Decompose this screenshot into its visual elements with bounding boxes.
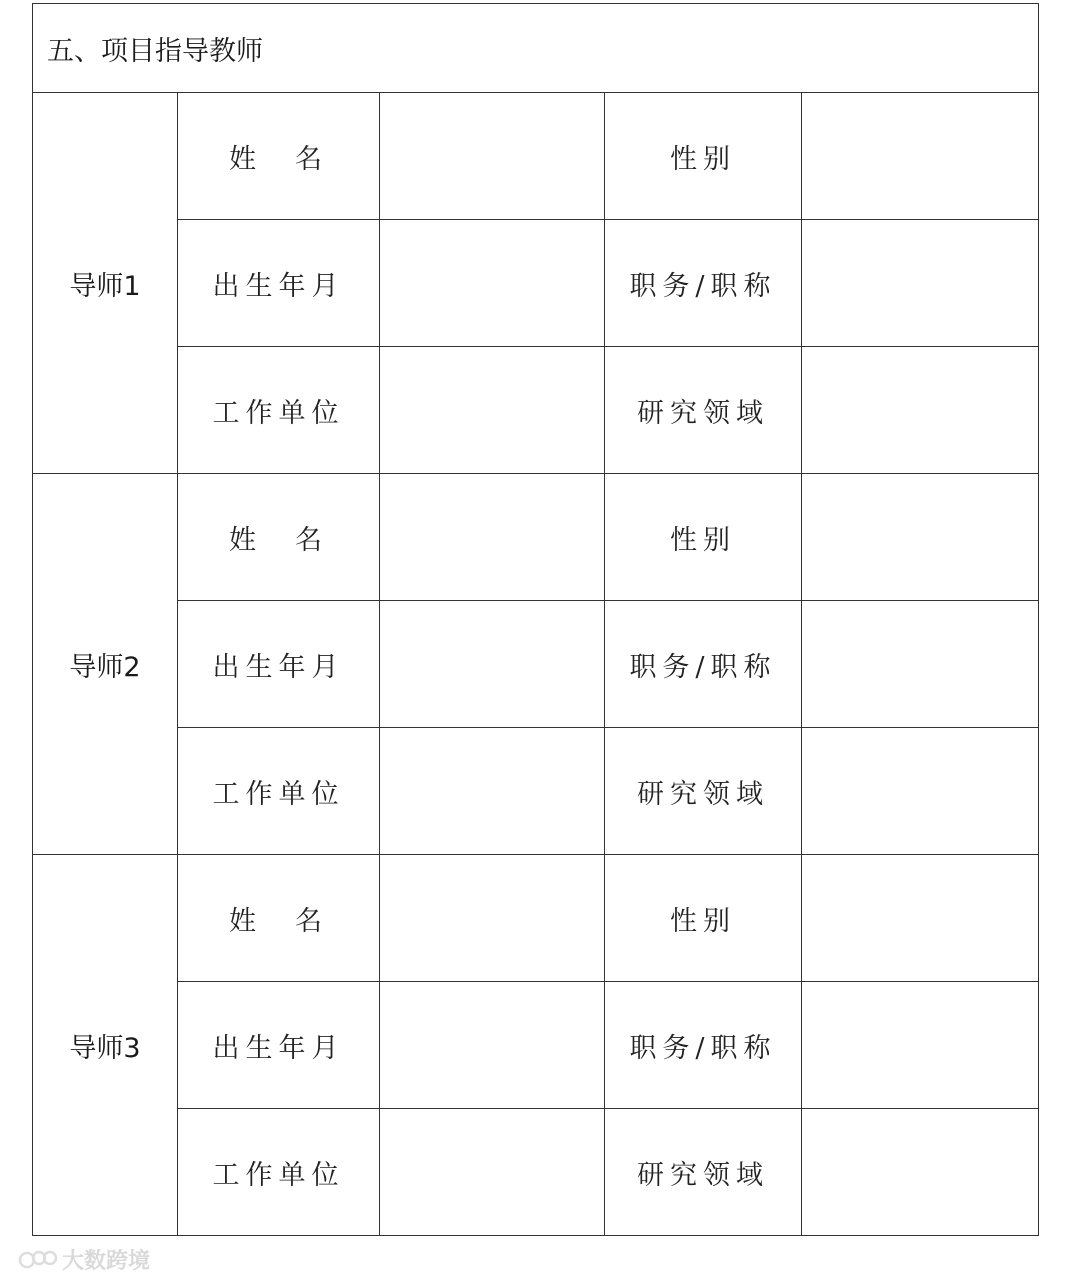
advisor-2-name-label: 姓 名 [178,474,380,601]
advisor-3-gender-label: 性别 [605,855,802,982]
advisor-3-position-label: 职务/职称 [605,982,802,1109]
advisor-2-gender-field[interactable] [802,474,1039,601]
advisor-2-birth-field[interactable] [380,601,605,728]
advisor-2-row-workplace [33,728,1039,855]
advisor-2-position-field[interactable] [802,601,1039,728]
section-title: 五、项目指导教师 [33,4,1039,93]
advisor-1-research-field-label: 研究领域 [605,347,802,474]
advisor-3-row-workplace [33,1109,1039,1236]
advisor-3-gender-field[interactable] [802,855,1039,982]
watermark [18,1244,150,1275]
advisor-1-workplace-label: 工作单位 [178,347,380,474]
advisor-3-label: 导师3 [33,855,178,1236]
advisor-2-workplace-field[interactable] [380,728,605,855]
advisor-2-label: 导师2 [33,474,178,855]
advisor-2-workplace-label: 工作单位 [178,728,380,855]
advisor-3-name-label: 姓 名 [178,855,380,982]
advisor-2-name-field[interactable] [380,474,605,601]
advisor-1-row-name [33,93,1039,220]
advisor-1-row-workplace [33,347,1039,474]
advisor-1-birth-field[interactable] [380,220,605,347]
wechat-account-logo-icon [18,1247,58,1273]
advisor-2-birth-label: 出生年月 [178,601,380,728]
advisor-2-position-label: 职务/职称 [605,601,802,728]
advisor-1-name-label: 姓 名 [178,93,380,220]
section-header-row [33,4,1039,93]
advisor-1-name-field[interactable] [380,93,605,220]
advisor-1-gender-field[interactable] [802,93,1039,220]
advisor-1-row-birth [33,220,1039,347]
watermark-text: 大数跨境 [62,1249,151,1274]
advisor-1-position-field[interactable] [802,220,1039,347]
advisor-1-gender-label: 性别 [605,93,802,220]
advisor-2-gender-label: 性别 [605,474,802,601]
advisor-3-name-field[interactable] [380,855,605,982]
advisor-1-label: 导师1 [33,93,178,474]
advisor-3-row-birth [33,982,1039,1109]
advisor-3-workplace-field[interactable] [380,1109,605,1236]
advisor-1-position-label: 职务/职称 [605,220,802,347]
advisor-3-research-field-label: 研究领域 [605,1109,802,1236]
advisor-3-row-name [33,855,1039,982]
advisor-2-row-name [33,474,1039,601]
advisor-3-birth-label: 出生年月 [178,982,380,1109]
advisor-2-research-field-field[interactable] [802,728,1039,855]
advisor-1-research-field-field[interactable] [802,347,1039,474]
advisor-3-position-field[interactable] [802,982,1039,1109]
advisor-3-research-field-field[interactable] [802,1109,1039,1236]
advisor-form-table [32,3,1039,1236]
advisor-3-workplace-label: 工作单位 [178,1109,380,1236]
advisor-2-row-birth [33,601,1039,728]
advisor-1-birth-label: 出生年月 [178,220,380,347]
advisor-3-birth-field[interactable] [380,982,605,1109]
advisor-2-research-field-label: 研究领域 [605,728,802,855]
advisor-1-workplace-field[interactable] [380,347,605,474]
